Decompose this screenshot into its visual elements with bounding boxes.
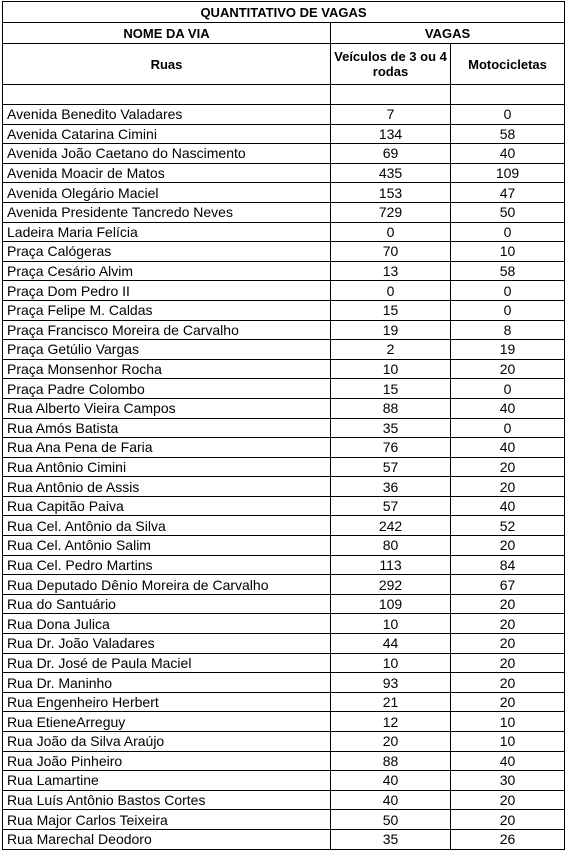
veiculos-count-cell: 2 <box>331 340 451 360</box>
street-name-cell: Praça Cesário Alvim <box>3 261 331 281</box>
table-row <box>3 692 565 712</box>
table-row <box>3 771 565 791</box>
table-row <box>3 653 565 673</box>
veiculos-count-cell: 57 <box>331 496 451 516</box>
table-row <box>3 594 565 614</box>
table-row <box>3 614 565 634</box>
table-row <box>3 516 565 536</box>
motocicletas-count-cell: 20 <box>451 634 565 654</box>
veiculos-count-cell: 20 <box>331 732 451 752</box>
table-row <box>3 418 565 438</box>
street-name-cell: Avenida Moacir de Matos <box>3 163 331 183</box>
table-row <box>3 202 565 222</box>
street-name-cell: Rua Cel. Antônio da Silva <box>3 516 331 536</box>
table-row <box>3 732 565 752</box>
table-row <box>3 320 565 340</box>
motocicletas-count-cell: 67 <box>451 575 565 595</box>
veiculos-count-cell: 70 <box>331 242 451 262</box>
veiculos-count-cell: 57 <box>331 457 451 477</box>
motocicletas-count-cell: 20 <box>451 692 565 712</box>
table-title: QUANTITATIVO DE VAGAS <box>3 2 565 23</box>
veiculos-count-cell: 0 <box>331 281 451 301</box>
street-name-cell: Avenida Presidente Tancredo Neves <box>3 202 331 222</box>
column-header-veiculos: Veículos de 3 ou 4 rodas <box>331 44 451 85</box>
motocicletas-count-cell: 20 <box>451 536 565 556</box>
veiculos-count-cell: 19 <box>331 320 451 340</box>
street-name-cell: Rua Major Carlos Teixeira <box>3 810 331 830</box>
street-name-cell: Rua Engenheiro Herbert <box>3 692 331 712</box>
street-name-cell: Rua Amós Batista <box>3 418 331 438</box>
motocicletas-count-cell: 20 <box>451 673 565 693</box>
motocicletas-count-cell: 0 <box>451 281 565 301</box>
street-name-cell: Praça Padre Colombo <box>3 379 331 399</box>
street-name-cell: Rua João Pinheiro <box>3 751 331 771</box>
motocicletas-count-cell: 58 <box>451 124 565 144</box>
street-name-cell: Praça Felipe M. Caldas <box>3 300 331 320</box>
street-name-cell: Rua EtieneArreguy <box>3 712 331 732</box>
table-row <box>3 105 565 125</box>
motocicletas-count-cell: 10 <box>451 242 565 262</box>
motocicletas-count-cell: 20 <box>451 457 565 477</box>
street-name-cell: Avenida João Caetano do Nascimento <box>3 144 331 164</box>
veiculos-count-cell: 36 <box>331 477 451 497</box>
table-row <box>3 438 565 458</box>
veiculos-count-cell: 69 <box>331 144 451 164</box>
veiculos-count-cell: 109 <box>331 594 451 614</box>
street-name-cell: Rua Dr. Maninho <box>3 673 331 693</box>
motocicletas-count-cell: 20 <box>451 810 565 830</box>
motocicletas-count-cell: 109 <box>451 163 565 183</box>
street-name-cell: Rua Dr. João Valadares <box>3 634 331 654</box>
veiculos-count-cell: 44 <box>331 634 451 654</box>
vagas-table <box>2 1 565 850</box>
street-name-cell: Praça Francisco Moreira de Carvalho <box>3 320 331 340</box>
motocicletas-count-cell: 52 <box>451 516 565 536</box>
table-row <box>3 359 565 379</box>
veiculos-count-cell: 242 <box>331 516 451 536</box>
motocicletas-count-cell: 20 <box>451 614 565 634</box>
motocicletas-count-cell: 20 <box>451 359 565 379</box>
header-nome-da-via: NOME DA VIA <box>3 23 331 44</box>
header-vagas: VAGAS <box>331 23 565 44</box>
table-row <box>3 340 565 360</box>
table-row <box>3 555 565 575</box>
motocicletas-count-cell: 40 <box>451 144 565 164</box>
motocicletas-count-cell: 50 <box>451 202 565 222</box>
motocicletas-count-cell: 40 <box>451 496 565 516</box>
motocicletas-count-cell: 20 <box>451 790 565 810</box>
table-row <box>3 281 565 301</box>
table-row <box>3 124 565 144</box>
motocicletas-count-cell: 20 <box>451 594 565 614</box>
veiculos-count-cell: 153 <box>331 183 451 203</box>
motocicletas-count-cell: 30 <box>451 771 565 791</box>
veiculos-count-cell: 88 <box>331 751 451 771</box>
veiculos-count-cell: 21 <box>331 692 451 712</box>
street-name-cell: Rua Luís Antônio Bastos Cortes <box>3 790 331 810</box>
motocicletas-count-cell: 10 <box>451 712 565 732</box>
veiculos-count-cell: 13 <box>331 261 451 281</box>
table-row <box>3 261 565 281</box>
street-name-cell: Rua Antônio de Assis <box>3 477 331 497</box>
motocicletas-count-cell: 58 <box>451 261 565 281</box>
motocicletas-count-cell: 0 <box>451 222 565 242</box>
street-name-cell: Rua Deputado Dênio Moreira de Carvalho <box>3 575 331 595</box>
table-row <box>3 810 565 830</box>
veiculos-count-cell: 88 <box>331 398 451 418</box>
motocicletas-count-cell: 84 <box>451 555 565 575</box>
street-name-cell: Rua Cel. Pedro Martins <box>3 555 331 575</box>
blank-cell <box>3 85 331 105</box>
motocicletas-count-cell: 19 <box>451 340 565 360</box>
table-row <box>3 790 565 810</box>
veiculos-count-cell: 10 <box>331 653 451 673</box>
veiculos-count-cell: 12 <box>331 712 451 732</box>
street-name-cell: Rua do Santuário <box>3 594 331 614</box>
motocicletas-count-cell: 10 <box>451 732 565 752</box>
table-row <box>3 575 565 595</box>
motocicletas-count-cell: 26 <box>451 829 565 849</box>
street-name-cell: Avenida Benedito Valadares <box>3 105 331 125</box>
street-name-cell: Rua João da Silva Araújo <box>3 732 331 752</box>
street-name-cell: Praça Monsenhor Rocha <box>3 359 331 379</box>
column-header-motocicletas: Motocicletas <box>451 44 565 85</box>
table-body <box>3 105 565 850</box>
table-row <box>3 712 565 732</box>
motocicletas-count-cell: 0 <box>451 418 565 438</box>
motocicletas-count-cell: 40 <box>451 398 565 418</box>
table-row <box>3 634 565 654</box>
table-row <box>3 379 565 399</box>
table-row <box>3 163 565 183</box>
table-row <box>3 222 565 242</box>
column-header-ruas: Ruas <box>3 44 331 85</box>
blank-row <box>3 85 565 105</box>
table-row <box>3 673 565 693</box>
veiculos-count-cell: 435 <box>331 163 451 183</box>
street-name-cell: Rua Cel. Antônio Salim <box>3 536 331 556</box>
veiculos-count-cell: 80 <box>331 536 451 556</box>
veiculos-count-cell: 35 <box>331 829 451 849</box>
street-name-cell: Praça Calógeras <box>3 242 331 262</box>
table-row <box>3 496 565 516</box>
motocicletas-count-cell: 20 <box>451 653 565 673</box>
veiculos-count-cell: 729 <box>331 202 451 222</box>
motocicletas-count-cell: 40 <box>451 751 565 771</box>
street-name-cell: Rua Marechal Deodoro <box>3 829 331 849</box>
blank-cell <box>451 85 565 105</box>
street-name-cell: Rua Dona Julica <box>3 614 331 634</box>
street-name-cell: Rua Capitão Paiva <box>3 496 331 516</box>
veiculos-count-cell: 76 <box>331 438 451 458</box>
motocicletas-count-cell: 0 <box>451 105 565 125</box>
table-row <box>3 751 565 771</box>
street-name-cell: Avenida Catarina Cimini <box>3 124 331 144</box>
veiculos-count-cell: 0 <box>331 222 451 242</box>
motocicletas-count-cell: 40 <box>451 438 565 458</box>
table-row <box>3 242 565 262</box>
veiculos-count-cell: 134 <box>331 124 451 144</box>
veiculos-count-cell: 40 <box>331 790 451 810</box>
veiculos-count-cell: 10 <box>331 614 451 634</box>
street-name-cell: Rua Antônio Cimini <box>3 457 331 477</box>
motocicletas-count-cell: 47 <box>451 183 565 203</box>
veiculos-count-cell: 35 <box>331 418 451 438</box>
street-name-cell: Rua Dr. José de Paula Maciel <box>3 653 331 673</box>
table-row <box>3 536 565 556</box>
veiculos-count-cell: 292 <box>331 575 451 595</box>
table-row <box>3 300 565 320</box>
street-name-cell: Praça Getúlio Vargas <box>3 340 331 360</box>
veiculos-count-cell: 15 <box>331 300 451 320</box>
veiculos-count-cell: 50 <box>331 810 451 830</box>
veiculos-count-cell: 7 <box>331 105 451 125</box>
table-row <box>3 398 565 418</box>
street-name-cell: Rua Ana Pena de Faria <box>3 438 331 458</box>
table-row <box>3 183 565 203</box>
veiculos-count-cell: 40 <box>331 771 451 791</box>
veiculos-count-cell: 15 <box>331 379 451 399</box>
veiculos-count-cell: 113 <box>331 555 451 575</box>
table-row <box>3 144 565 164</box>
motocicletas-count-cell: 8 <box>451 320 565 340</box>
street-name-cell: Ladeira Maria Felícia <box>3 222 331 242</box>
table-row <box>3 457 565 477</box>
street-name-cell: Praça Dom Pedro II <box>3 281 331 301</box>
blank-cell <box>331 85 451 105</box>
motocicletas-count-cell: 0 <box>451 379 565 399</box>
motocicletas-count-cell: 20 <box>451 477 565 497</box>
street-name-cell: Rua Lamartine <box>3 771 331 791</box>
veiculos-count-cell: 10 <box>331 359 451 379</box>
street-name-cell: Rua Alberto Vieira Campos <box>3 398 331 418</box>
veiculos-count-cell: 93 <box>331 673 451 693</box>
table-row <box>3 477 565 497</box>
motocicletas-count-cell: 0 <box>451 300 565 320</box>
street-name-cell: Avenida Olegário Maciel <box>3 183 331 203</box>
table-row <box>3 829 565 849</box>
